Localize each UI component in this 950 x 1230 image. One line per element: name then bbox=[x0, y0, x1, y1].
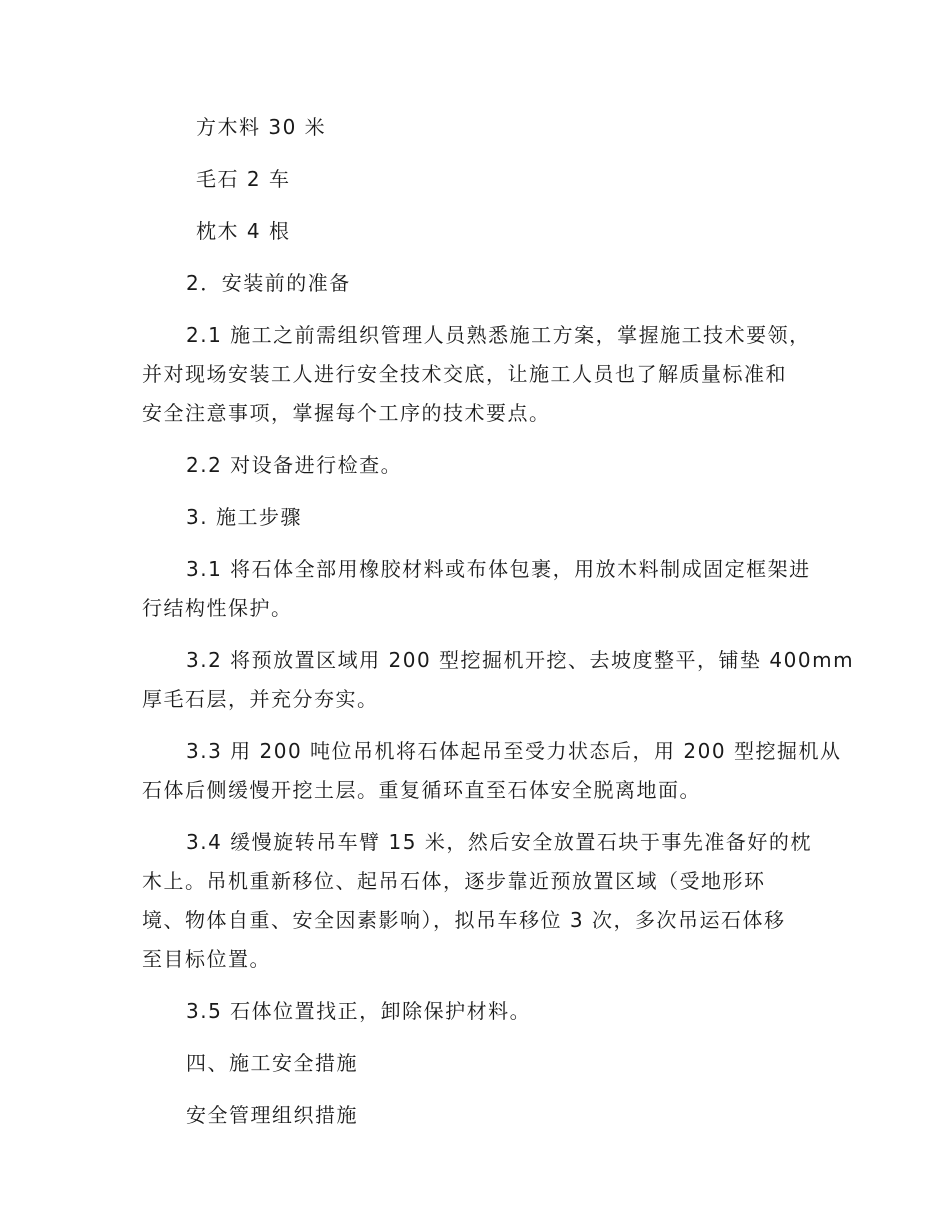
paragraph-3-3-line-2: 石体后侧缓慢开挖土层。重复循环直至石体安全脱离地面。 bbox=[142, 778, 701, 802]
paragraph-2-2: 2.2 对设备进行检查。 bbox=[186, 453, 403, 477]
paragraph-3-4-line-3: 境、物体自重、安全因素影响），拟吊车移位 3 次，多次吊运石体移 bbox=[142, 908, 786, 932]
material-item-sleeper: 枕木 4 根 bbox=[196, 219, 291, 243]
paragraph-3-3-line-1: 3.3 用 200 吨位吊机将石体起吊至受力状态后，用 200 型挖掘机从 bbox=[186, 739, 842, 763]
paragraph-3-1-line-1: 3.1 将石体全部用橡胶材料或布体包裹，用放木料制成固定框架进 bbox=[186, 557, 811, 581]
section-heading-steps: 3. 施工步骤 bbox=[186, 505, 302, 529]
paragraph-3-5: 3.5 石体位置找正，卸除保护材料。 bbox=[186, 999, 532, 1023]
paragraph-2-1-line-3: 安全注意事项，掌握每个工序的技术要点。 bbox=[142, 401, 551, 425]
material-item-wood: 方木料 30 米 bbox=[196, 115, 327, 139]
paragraph-3-4-line-4: 至目标位置。 bbox=[142, 947, 271, 971]
paragraph-2-1-line-1: 2.1 施工之前需组织管理人员熟悉施工方案，掌握施工技术要领， bbox=[186, 323, 811, 347]
paragraph-3-1-line-2: 行结构性保护。 bbox=[142, 596, 293, 620]
paragraph-3-4-line-2: 木上。吊机重新移位、起吊石体，逐步靠近预放置区域（受地形环 bbox=[142, 869, 766, 893]
section-heading-preparation: 2．安装前的准备 bbox=[186, 271, 351, 295]
paragraph-3-4-line-1: 3.4 缓慢旋转吊车臂 15 米，然后安全放置石块于事先准备好的枕 bbox=[186, 830, 812, 854]
subheading-safety-management: 安全管理组织措施 bbox=[186, 1103, 358, 1127]
material-item-stone: 毛石 2 车 bbox=[196, 167, 291, 191]
paragraph-3-2-line-2: 厚毛石层，并充分夯实。 bbox=[142, 687, 379, 711]
paragraph-2-1-line-2: 并对现场安装工人进行安全技术交底，让施工人员也了解质量标准和 bbox=[142, 362, 787, 386]
paragraph-3-2-line-1: 3.2 将预放置区域用 200 型挖掘机开挖、去坡度整平，铺垫 400mm bbox=[186, 648, 855, 672]
section-heading-safety: 四、施工安全措施 bbox=[186, 1051, 358, 1075]
